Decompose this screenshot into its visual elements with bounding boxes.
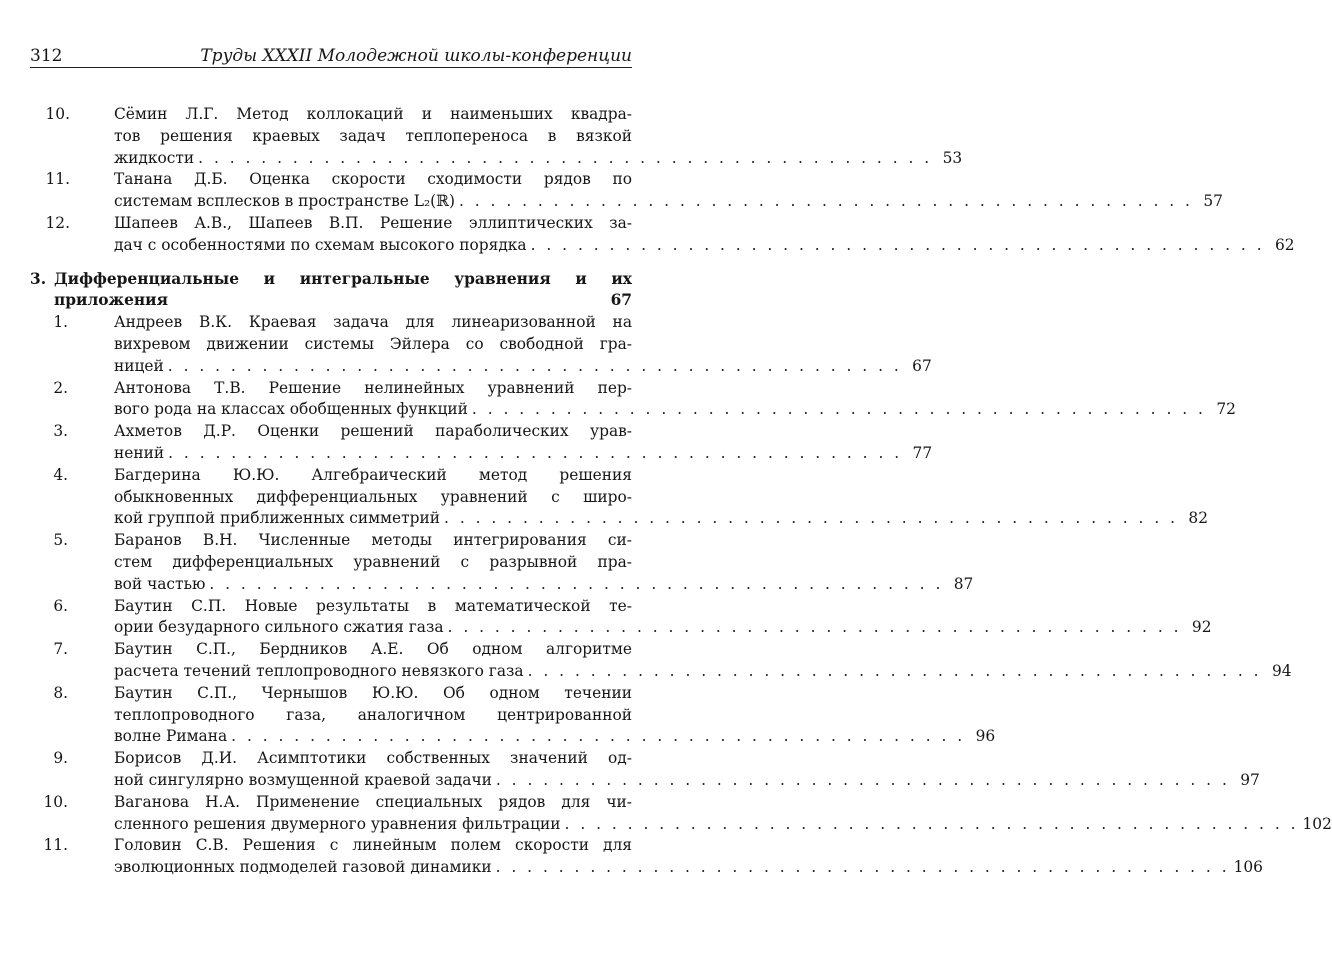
dot-leader: . . . . . . . . . . . . . . . . . . . . . . . . . . . . . . . . . . . . . . . . . . . . . . . bbox=[444, 509, 1179, 528]
entry-line: эволюционных подмоделей газовой динамики bbox=[114, 858, 492, 877]
entry-line: расчета течений теплопроводного невязкого газа bbox=[114, 661, 524, 680]
toc-entry bbox=[30, 213, 1295, 257]
entry-page: 77 bbox=[912, 443, 933, 462]
table-of-contents bbox=[30, 104, 1332, 879]
toc-entry bbox=[30, 639, 1292, 683]
section-page: 67 bbox=[610, 291, 632, 310]
entry-line: Ваганова Н.А. Применение специальных рядов для чи- bbox=[114, 792, 632, 811]
entry-line: обыкновенных дифференциальных уравнений с широ- bbox=[114, 487, 632, 506]
entry-line: нений bbox=[114, 443, 165, 462]
entry-line: Ахметов Д.Р. Оценки решений параболических урав- bbox=[114, 422, 632, 441]
entry-line: тов решения краевых задач теплопереноса в вязкой bbox=[114, 126, 632, 145]
entry-line: Баутин С.П., Бердников А.Е. Об одном алгоритме bbox=[114, 640, 632, 659]
toc-entry bbox=[30, 378, 1236, 422]
entry-text bbox=[114, 792, 1332, 836]
entry-text bbox=[114, 683, 996, 748]
dot-leader: . . . . . . . . . . . . . . . . . . . . . . . . . . . . . . . . . . . . . . . . . . . . . . . bbox=[198, 148, 933, 167]
dot-leader: . . . . . . . . . . . . . . . . . . . . . . . . . . . . . . . . . . . . . . . . . . . . . . . bbox=[471, 400, 1206, 419]
entry-text bbox=[114, 104, 963, 169]
entry-number: 10. bbox=[45, 105, 70, 123]
section-title-line: приложения bbox=[54, 291, 168, 310]
entry-line: ории безударного сильного сжатия газа bbox=[114, 618, 444, 637]
entry-page: 102 bbox=[1302, 814, 1332, 833]
entry-line: Шапеев А.В., Шапеев В.П. Решение эллиптических за- bbox=[114, 213, 632, 232]
entry-text bbox=[114, 378, 1236, 422]
dot-leader: . . . . . . . . . . . . . . . . . . . . . . . . . . . . . . . . . . . . . . . . . . . . . . . bbox=[530, 235, 1265, 254]
dot-leader: . . . . . . . . . . . . . . . . . . . . . . . . . . . . . . . . . . . . . . . . . . . . . . . bbox=[495, 858, 1230, 877]
entry-number: 6. bbox=[53, 596, 68, 615]
entry-text bbox=[114, 835, 1263, 879]
entry-number: 1. bbox=[53, 313, 68, 332]
running-header bbox=[30, 30, 632, 66]
entry-number: 5. bbox=[53, 531, 68, 550]
entry-line: дач с особенностями по схемам высокого порядка bbox=[114, 235, 527, 254]
entry-number: 11. bbox=[43, 836, 68, 855]
entry-line: Баутин С.П., Чернышов Ю.Ю. Об одном течении bbox=[114, 683, 632, 702]
dot-leader: . . . . . . . . . . . . . . . . . . . . . . . . . . . . . . . . . . . . . . . . . . . . . . . bbox=[231, 727, 966, 746]
entry-text bbox=[114, 465, 1209, 530]
entry-line: вихревом движении системы Эйлера со свободной гра- bbox=[114, 334, 632, 353]
section-title-line: Дифференциальные и интегральные уравнения и их bbox=[54, 269, 632, 288]
dot-leader: . . . . . . . . . . . . . . . . . . . . . . . . . . . . . . . . . . . . . . . . . . . . . . . bbox=[447, 618, 1182, 637]
toc-entry bbox=[30, 596, 1212, 640]
entry-page: 57 bbox=[1203, 192, 1223, 211]
dot-leader: . . . . . . . . . . . . . . . . . . . . . . . . . . . . . . . . . . . . . . . . . . . . . . . bbox=[168, 443, 903, 462]
entry-text bbox=[114, 530, 974, 595]
toc-entry bbox=[30, 530, 974, 595]
toc-section-2-tail bbox=[30, 104, 1295, 257]
entry-page: 92 bbox=[1191, 618, 1212, 637]
entry-line: Головин С.В. Решения с линейным полем скорости для bbox=[114, 836, 632, 855]
entry-line: ницей bbox=[114, 356, 164, 375]
toc-entry bbox=[30, 104, 963, 169]
entry-line: Баранов В.Н. Численные методы интегрирования си- bbox=[114, 531, 632, 550]
entry-number: 7. bbox=[53, 640, 68, 659]
entry-number: 12. bbox=[45, 213, 70, 232]
toc-entry bbox=[30, 748, 1260, 792]
toc-entry bbox=[30, 792, 1332, 836]
entry-number: 11. bbox=[45, 170, 70, 189]
entry-line: сленного решения двумерного уравнения фильтрации bbox=[114, 814, 561, 833]
entry-line: кой группой приближенных симметрий bbox=[114, 509, 441, 528]
entry-page: 106 bbox=[1233, 858, 1263, 877]
entry-page: 87 bbox=[953, 574, 974, 593]
dot-leader: . . . . . . . . . . . . . . . . . . . . . . . . . . . . . . . . . . . . . . . . . . . . . . . bbox=[458, 192, 1193, 211]
dot-leader: . . . . . . . . . . . . . . . . . . . . . . . . . . . . . . . . . . . . . . . . . . . . . . . bbox=[564, 814, 1299, 833]
entry-page: 94 bbox=[1271, 661, 1292, 680]
entry-line: вой частью bbox=[114, 574, 206, 593]
section-number: 3. bbox=[30, 269, 47, 288]
dot-leader: . . . . . . . . . . . . . . . . . . . . . . . . . . . . . . . . . . . . . . . . . . . . . . . bbox=[209, 574, 944, 593]
toc-entry bbox=[30, 169, 1223, 213]
entry-line: Андреев В.К. Краевая задача для линеаризованной на bbox=[114, 313, 632, 332]
entry-text bbox=[114, 596, 1212, 640]
header-rule bbox=[30, 67, 632, 68]
entry-line: теплопроводного газа, аналогичном центрированной bbox=[114, 705, 632, 724]
toc-entry bbox=[30, 465, 1209, 530]
entry-text bbox=[114, 213, 1295, 257]
entry-number: 10. bbox=[43, 792, 68, 811]
entry-text bbox=[114, 748, 1260, 792]
entry-line: Антонова Т.В. Решение нелинейных уравнений пер- bbox=[114, 378, 632, 397]
entry-text bbox=[114, 421, 933, 465]
entry-page: 62 bbox=[1275, 235, 1295, 254]
dot-leader: . . . . . . . . . . . . . . . . . . . . . . . . . . . . . . . . . . . . . . . . . . . . . . . bbox=[527, 661, 1262, 680]
toc-entry bbox=[30, 835, 1263, 879]
entry-line: Баутин С.П. Новые результаты в математической те- bbox=[114, 596, 632, 615]
toc-entry bbox=[30, 312, 932, 377]
section-title bbox=[54, 269, 632, 313]
entry-text bbox=[114, 639, 1292, 683]
entry-number: 8. bbox=[53, 683, 68, 702]
entry-number: 2. bbox=[53, 378, 68, 397]
entry-number: 4. bbox=[53, 465, 68, 484]
entry-line: Багдерина Ю.Ю. Алгебраический метод решения bbox=[114, 465, 632, 484]
entry-page: 53 bbox=[942, 148, 963, 167]
entry-page: 96 bbox=[975, 727, 996, 746]
entry-page: 72 bbox=[1216, 400, 1236, 419]
toc-entry bbox=[30, 421, 933, 465]
entry-line: стем дифференциальных уравнений с разрывной пра- bbox=[114, 552, 632, 571]
dot-leader: . . . . . . . . . . . . . . . . . . . . . . . . . . . . . . . . . . . . . . . . . . . . . . . bbox=[495, 770, 1230, 789]
entry-page: 97 bbox=[1240, 770, 1260, 789]
entry-line: Сёмин Л.Г. Метод коллокаций и наименьших квадра- bbox=[114, 105, 632, 123]
entry-number: 3. bbox=[53, 422, 68, 441]
section-heading bbox=[30, 269, 632, 313]
entry-line: волне Римана bbox=[114, 727, 228, 746]
entry-line: ной сингулярно возмущенной краевой задачи bbox=[114, 770, 492, 789]
entry-page: 82 bbox=[1188, 509, 1209, 528]
entry-page: 67 bbox=[912, 356, 932, 375]
toc-section-3-entries bbox=[30, 312, 1332, 879]
entry-line: жидкости bbox=[114, 148, 195, 167]
entry-number: 9. bbox=[53, 749, 68, 768]
entry-line: Танана Д.Б. Оценка скорости сходимости рядов по bbox=[114, 170, 632, 189]
entry-text bbox=[114, 312, 932, 377]
entry-line: Борисов Д.И. Асимптотики собственных значений од- bbox=[114, 749, 632, 768]
entry-text bbox=[114, 169, 1223, 213]
dot-leader: . . . . . . . . . . . . . . . . . . . . . . . . . . . . . . . . . . . . . . . . . . . . . . . bbox=[167, 356, 902, 375]
entry-line: вого рода на классах обобщенных функций bbox=[114, 400, 468, 419]
running-title: Труды XXXII Молодежной школы-конференции bbox=[200, 46, 632, 66]
entry-line: системам всплесков в пространстве L₂(ℝ) bbox=[114, 192, 455, 211]
toc-entry bbox=[30, 683, 996, 748]
page-number: 312 bbox=[30, 46, 63, 66]
